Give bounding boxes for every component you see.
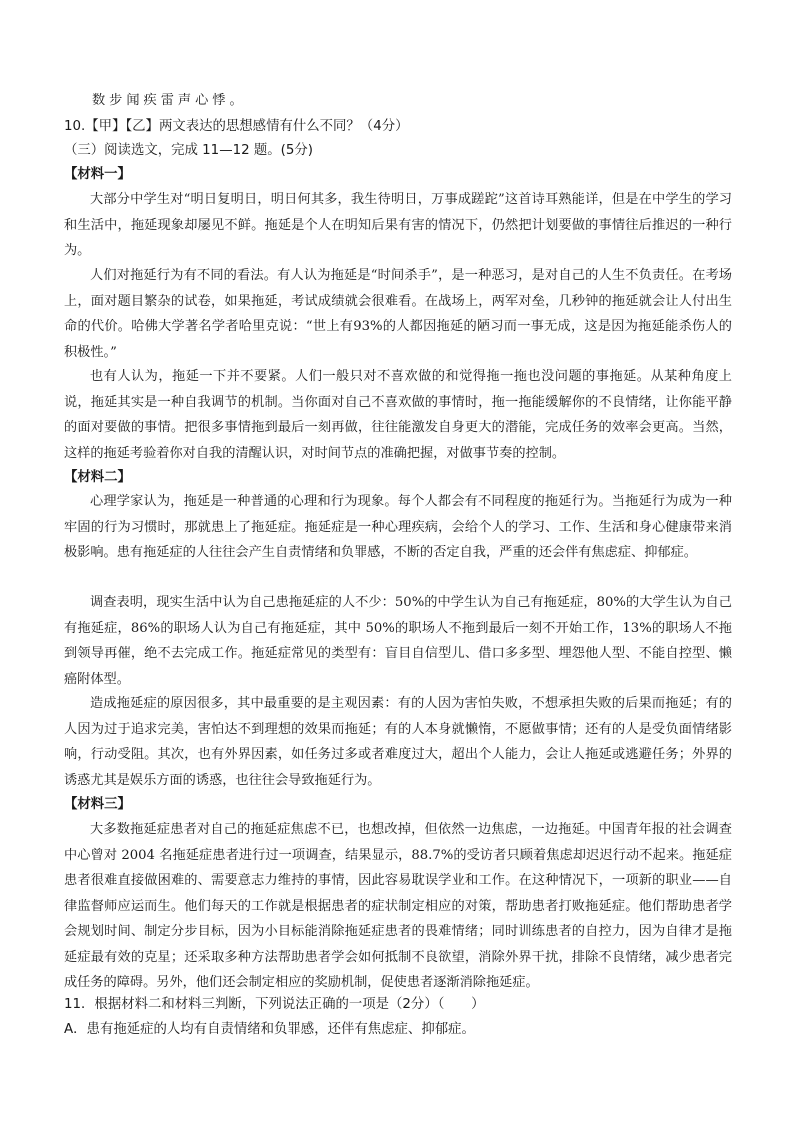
material-2-paragraph-2: 调查表明，现实生活中认为自己患拖延症的人不少：50%的中学生认为自己有拖延症，80%的大学生认为自己有拖延症，86%的职场人认为自己有拖延症，其中 50%的职场人不拖到最后一刻不开始工作，13%的职场人不拖到领导再催，绝不去完成工作。拖延症常见的类型有：盲目自信型儿、借口多多型、埋怨他人型、不能自控型、懒癌附体型。	[64, 595, 732, 687]
material-1-paragraph-3: 也有人认为，拖延一下并不要紧。人们一般只对不喜欢做的和觉得拖一拖也没问题的事拖延。从某种角度上说，拖延其实是一种自我调节的机制。当你面对自己不喜欢做的事情时，拖一拖能缓解你的不良情绪，让你能平静的面对要做的事情。把很多事情拖到最后一刻再做，往往能激发自身更大的潜能，完成任务的效率会更高。当然，这样的拖延考验着你对自我的清醒认识，对时间节点的准确把握，对做事节奏的控制。	[64, 369, 732, 461]
material-1-paragraph-2: 人们对拖延行为有不同的看法。有人认为拖延是“时间杀手”，是一种恶习，是对自己的人生不负责任。在考场上，面对题目繁杂的试卷，如果拖延，考试成绩就会很难看。在战场上，两军对垒，几秒钟的拖延就会让人付出生命的代价。哈佛大学著名学者哈里克说：“世上有93%的人都因拖延的陋习而一事无成，这是因为拖延能杀伤人的积极性。”	[64, 268, 732, 360]
material-3-paragraph-1: 大多数拖延症患者对自己的拖延症焦虑不已，也想改掉，但依然一边焦虑，一边拖延。中国青年报的社会调查中心曾对 2004 名拖延症患者进行过一项调查，结果显示，88.7%的受访者只顾着焦虑却迟迟行动不起来。拖延症患者很难直接做困难的、需要意志力维持的事情，因此容易耽误学业和工作。在这种情况下，一项新的职业——自律监督师应运而生。他们每天的工作就是根据患者的症状制定相应的对策，帮助患者打败拖延症。他们帮助患者学会规划时间、制定分步目标，因为小目标能消除拖延症患者的畏难情绪；同时训练患者的自控力，因为自律才是拖延症最有效的克星；还采取多种方法帮助患者学会如何抵制不良欲望，消除外界干扰，排除不良情绪，减少患者完成任务的障碍。另外，他们还会制定相应的奖励机制，促使患者逐渐消除拖延症。	[64, 822, 732, 990]
material-2-paragraph-3: 造成拖延症的原因很多，其中最重要的是主观因素：有的人因为害怕失败，不想承担失败的后果而拖延；有的人因为过于追求完美，害怕达不到理想的效果而拖延；有的人本身就懒惰，不愿做事情；还有的人是受负面情绪影响，行动受阻。其次，也有外界因素，如任务过多或者难度过大，超出个人能力，会让人拖延或逃避任务；外界的诱惑尤其是娱乐方面的诱惑，也往往会导致拖延行为。	[64, 696, 732, 788]
material-2-paragraph-1: 心理学家认为，拖延是一种普通的心理和行为现象。每个人都会有不同程度的拖延行为。当拖延行为成为一种牢固的行为习惯时，那就患上了拖延症。拖延症是一种心理疾病，会给个人的学习、工作、生活和身心健康带来消极影响。患有拖延症的人往往会产生自责情绪和负罪感，不断的否定自我，严重的还会伴有焦虑症、抑郁症。	[64, 494, 732, 560]
material-2-heading: 【材料二】	[64, 470, 131, 485]
material-3-heading: 【材料三】	[64, 797, 131, 812]
poem-line: 数步闻疾雷声心悸。	[92, 93, 247, 108]
section-3-instruction: （三）阅读选文，完成 11—12 题。(5分)	[64, 143, 314, 158]
question-10: 10.【甲】【乙】两文表达的思想感情有什么不同？（4分）	[64, 119, 409, 134]
material-1-paragraph-1: 大部分中学生对“明日复明日，明日何其多，我生待明日，万事成蹉跎”这首诗耳熟能详，但是在中学生的学习和生活中，拖延现象却屡见不鲜。拖延是个人在明知后果有害的情况下，仍然把计划要做的事情往后推迟的一种行为。	[64, 192, 732, 258]
question-11-option-a: A．患有拖延症的人均有自责情绪和负罪感，还伴有焦虑症、抑郁症。	[64, 1022, 475, 1037]
question-11: 11．根据材料二和材料三判断，下列说法正确的一项是（2分）（ ）	[64, 997, 485, 1012]
material-1-heading: 【材料一】	[64, 167, 131, 182]
